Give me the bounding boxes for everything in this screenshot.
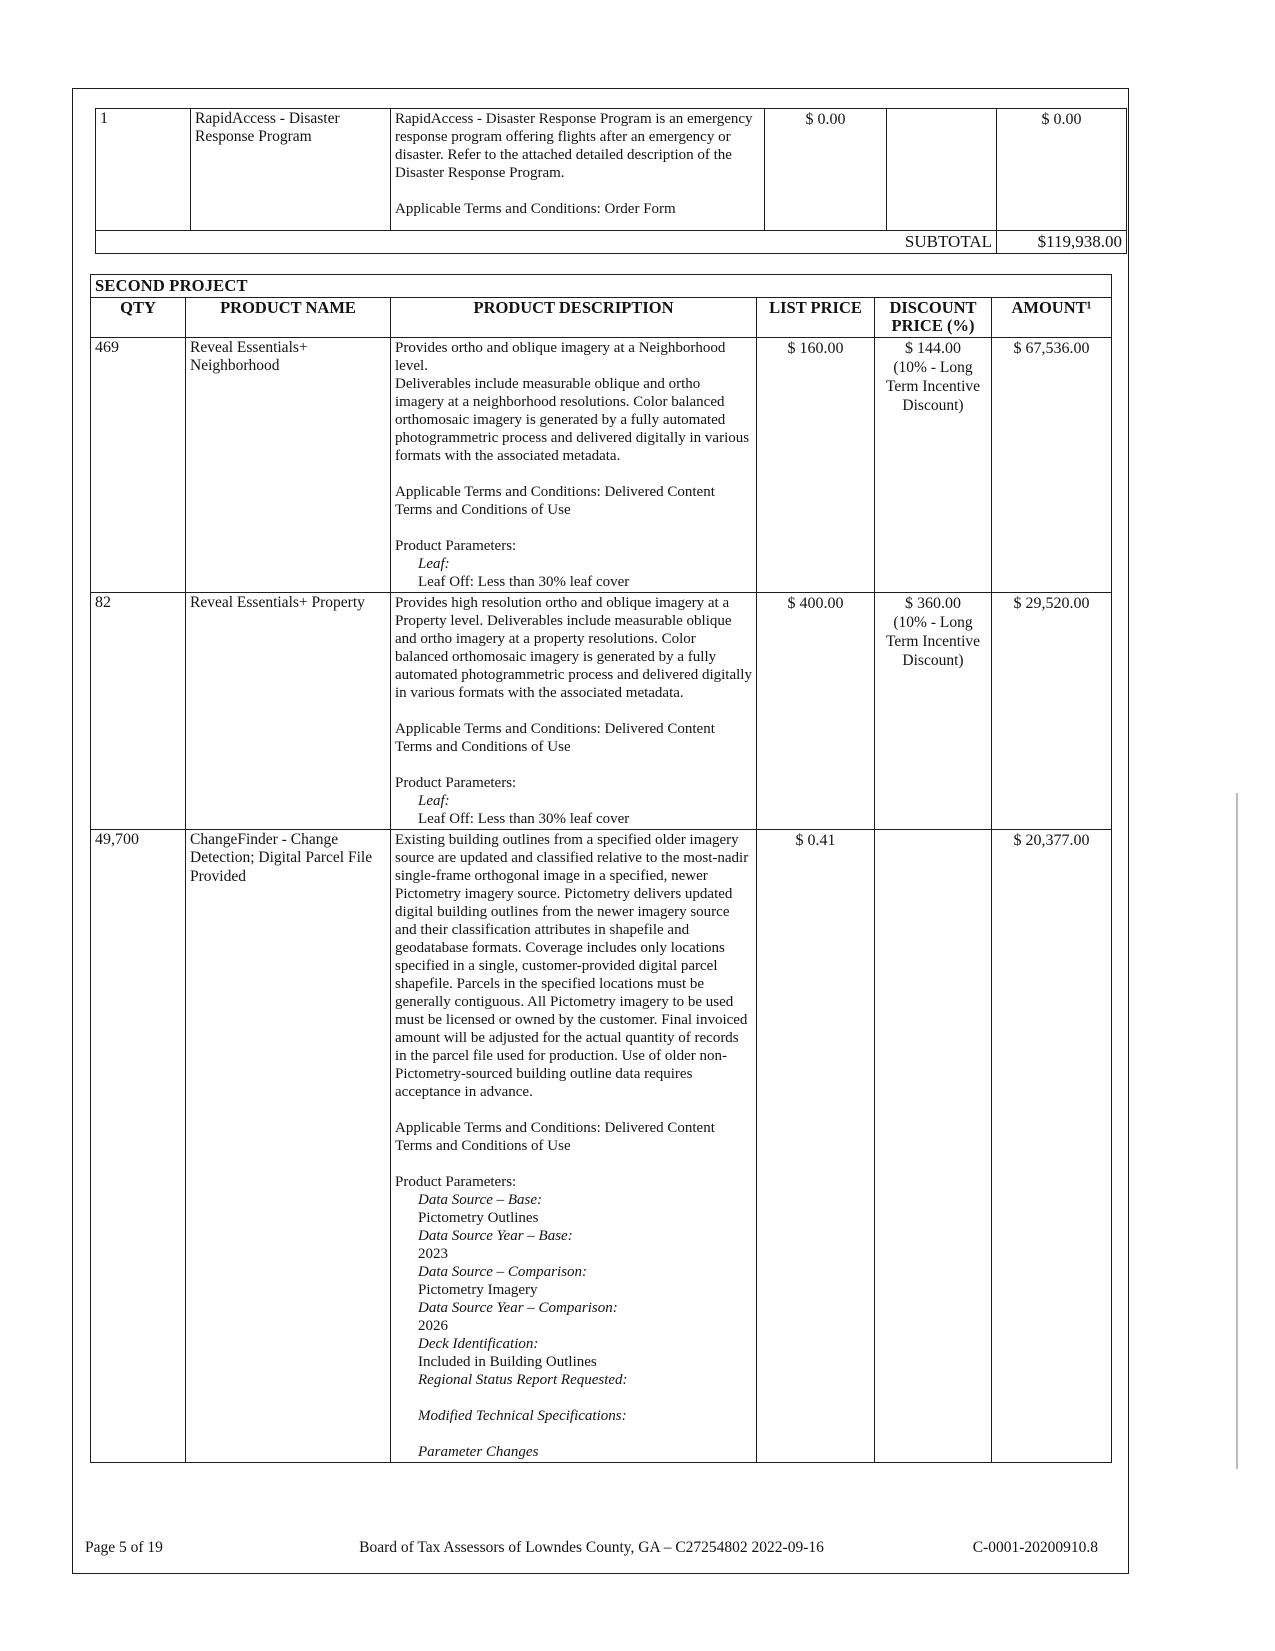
footer-page-number: Page 5 of 19 — [85, 1539, 163, 1556]
product-name-cell: RapidAccess - Disaster Response Program — [191, 109, 391, 231]
discount-price-value: $ 144.00 — [905, 339, 961, 357]
discount-note: (10% - Long Term Incentive Discount) — [885, 613, 981, 669]
description-line: Regional Status Report Requested: — [418, 1371, 628, 1388]
second-project-table — [90, 274, 1112, 1463]
description-blank-line — [395, 519, 752, 537]
description-line: Pictometry Outlines — [418, 1209, 539, 1226]
table-header-row — [91, 298, 1112, 338]
first-project-table-continuation — [95, 108, 1127, 254]
description-line: Applicable Terms and Conditions: Delivered Content Terms and Conditions of Use — [395, 720, 715, 755]
description-line: Deck Identification: — [418, 1335, 539, 1352]
description-blank-line — [395, 465, 752, 483]
list-price-cell: $ 400.00 — [757, 592, 875, 829]
discount-price-cell — [875, 829, 992, 1462]
description-line: Provides high resolution ortho and oblique imagery at a Property level. Deliverables include measurable oblique and ortho imagery at a property resolutions. Color balanced orthomosaic imagery is generated by a fully automated photogrammetric process and delivered digitally in various formats with the associated metadata. — [395, 594, 752, 701]
page-footer — [85, 1539, 1098, 1557]
column-header-qty: QTY — [91, 298, 186, 338]
product-description-cell — [391, 829, 757, 1462]
footer-document-title: Board of Tax Assessors of Lowndes County, GA – C27254802 2022-09-16 — [359, 1539, 824, 1556]
project-banner-label: SECOND PROJECT — [91, 275, 1112, 298]
subtotal-row — [96, 231, 1127, 254]
amount-cell: $ 67,536.00 — [992, 337, 1112, 592]
description-line: Applicable Terms and Conditions: Delivered Content Terms and Conditions of Use — [395, 483, 715, 518]
footer-document-code: C-0001-20200910.8 — [972, 1539, 1098, 1556]
discount-note: (10% - Long Term Incentive Discount) — [885, 358, 981, 414]
subtotal-amount: $119,938.00 — [997, 231, 1127, 254]
description-line: Pictometry Imagery — [418, 1281, 538, 1298]
product-row — [91, 829, 1112, 1462]
description-line: Leaf Off: Less than 30% leaf cover — [418, 810, 630, 827]
description-line: Applicable Terms and Conditions: Order Form — [395, 201, 676, 217]
description-line: Data Source – Comparison: — [418, 1263, 588, 1280]
description-blank-line — [395, 702, 752, 720]
description-line: Product Parameters: — [395, 537, 517, 554]
project-banner-row — [91, 275, 1112, 298]
column-header-discount-price: DISCOUNT PRICE (%) — [875, 298, 992, 338]
amount-cell: $ 20,377.00 — [992, 829, 1112, 1462]
description-line: Data Source Year – Base: — [418, 1227, 573, 1244]
product-row — [91, 337, 1112, 592]
description-line: Included in Building Outlines — [418, 1353, 597, 1370]
qty-cell: 469 — [91, 337, 186, 592]
list-price-cell: $ 160.00 — [757, 337, 875, 592]
product-name-cell: ChangeFinder - Change Detection; Digital Parcel File Provided — [186, 829, 391, 1462]
column-header-amount: AMOUNT¹ — [992, 298, 1112, 338]
description-line: Existing building outlines from a specified older imagery source are updated and classified relative to the most-nadir single-frame orthogonal image in a specified, newer Pictometry imagery source. Pictometry delivers updated digital building outlines from the newer imagery source and their classification attributes in shapefile and geodatabase formats. Coverage includes only locations specified in a single, customer-provided digital parcel shapefile. Parcels in the specified locations must be generally contiguous. All Pictometry imagery to be used must be licensed or owned by the customer. Final invoiced amount will be adjusted for the actual quantity of records in the parcel file used for production. Use of older non-Pictometry-sourced building outline data requires acceptance in advance. — [395, 831, 749, 1100]
description-line: Applicable Terms and Conditions: Delivered Content Terms and Conditions of Use — [395, 1119, 715, 1154]
list-price-cell: $ 0.41 — [757, 829, 875, 1462]
product-row — [91, 592, 1112, 829]
column-header-list-price: LIST PRICE — [757, 298, 875, 338]
description-line: Leaf: — [418, 792, 450, 809]
discount-price-cell — [887, 109, 997, 231]
description-blank-line — [395, 1101, 752, 1119]
description-blank-line — [395, 1155, 752, 1173]
amount-cell: $ 29,520.00 — [992, 592, 1112, 829]
product-row — [96, 109, 1127, 231]
description-line: Deliverables include measurable oblique and ortho imagery at a neighborhood resolutions. Color balanced orthomosaic imagery is generated by a fully automated photogrammetric process and delivered digitally in various formats with the associated metadata. — [395, 375, 750, 464]
description-line: Parameter Changes — [418, 1443, 539, 1460]
description-line: Data Source – Base: — [418, 1191, 542, 1208]
list-price-cell: $ 0.00 — [765, 109, 887, 231]
product-description-cell — [391, 337, 757, 592]
description-line: Product Parameters: — [395, 1173, 517, 1190]
description-line: 2023 — [418, 1245, 448, 1262]
qty-cell: 82 — [91, 592, 186, 829]
product-description-cell — [391, 109, 765, 231]
description-blank-line — [395, 756, 752, 774]
subtotal-label: SUBTOTAL — [96, 231, 997, 254]
discount-price-cell — [875, 337, 992, 592]
description-line: Product Parameters: — [395, 774, 517, 791]
qty-cell: 49,700 — [91, 829, 186, 1462]
description-line: Modified Technical Specifications: — [418, 1407, 627, 1424]
description-line: Data Source Year – Comparison: — [418, 1299, 618, 1316]
description-line: Leaf: — [418, 555, 450, 572]
description-line: Leaf Off: Less than 30% leaf cover — [418, 573, 630, 590]
column-header-product-name: PRODUCT NAME — [186, 298, 391, 338]
page-frame — [72, 88, 1129, 1574]
scan-artifact-line — [1236, 793, 1238, 1469]
discount-price-value: $ 360.00 — [905, 594, 961, 612]
description-line: Provides ortho and oblique imagery at a Neighborhood level. — [395, 339, 726, 374]
description-line: 2026 — [418, 1317, 448, 1334]
qty-cell: 1 — [96, 109, 191, 231]
description-line: RapidAccess - Disaster Response Program is an emergency response program offering flights after an emergency or disaster. Refer to the attached detailed description of the Disaster Response Program. — [395, 111, 753, 181]
amount-cell: $ 0.00 — [997, 109, 1127, 231]
discount-price-cell — [875, 592, 992, 829]
description-blank-line — [395, 1425, 752, 1443]
description-blank-line — [395, 1389, 752, 1407]
product-description-cell — [391, 592, 757, 829]
product-name-cell: Reveal Essentials+ Property — [186, 592, 391, 829]
product-name-cell: Reveal Essentials+ Neighborhood — [186, 337, 391, 592]
description-blank-line — [395, 182, 760, 200]
column-header-product-description: PRODUCT DESCRIPTION — [391, 298, 757, 338]
